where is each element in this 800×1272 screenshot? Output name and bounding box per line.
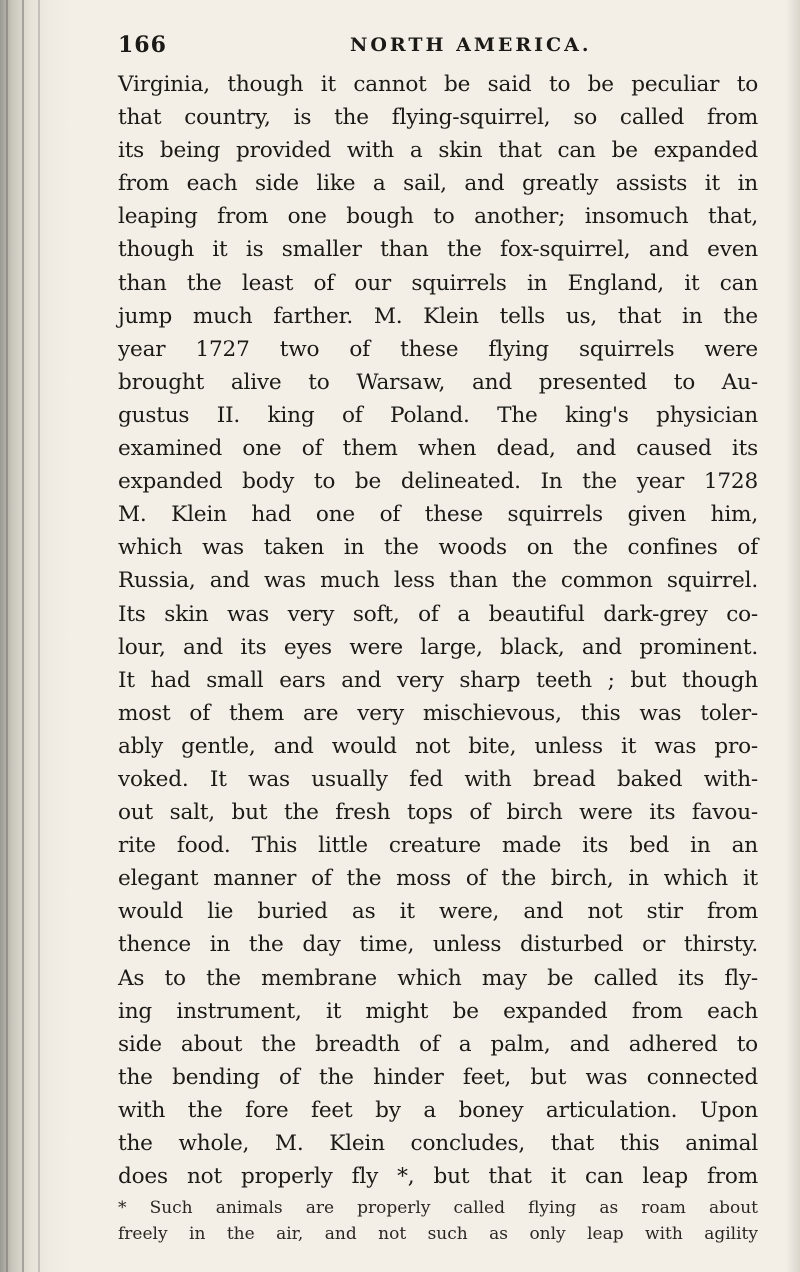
text-line: most of them are very mischievous, this was toler- bbox=[118, 700, 758, 726]
text-line: expanded body to be delineated. In the year 1728 bbox=[118, 469, 758, 495]
page-header bbox=[118, 28, 758, 64]
text-line: from each side like a sail, and greatly assists it in bbox=[118, 171, 758, 197]
text-line: elegant manner of the moss of the birch, in which it bbox=[118, 866, 758, 892]
text-line: M. Klein had one of these squirrels given him, bbox=[118, 502, 758, 528]
text-line: Russia, and was much less than the common squirrel. bbox=[118, 568, 758, 594]
gutter-edge-line bbox=[6, 0, 8, 1272]
text-line: thence in the day time, unless disturbed or thirsty. bbox=[118, 932, 758, 958]
body-text bbox=[118, 68, 758, 1193]
text-line: that country, is the flying-squirrel, so called from bbox=[118, 105, 758, 131]
text-line: jump much farther. M. Klein tells us, that in the bbox=[118, 303, 758, 329]
text-line: than the least of our squirrels in England, it can bbox=[118, 270, 758, 296]
text-line: out salt, but the fresh tops of birch were its favou- bbox=[118, 800, 758, 826]
text-line: rite food. This little creature made its bed in an bbox=[118, 833, 758, 859]
text-line: which was taken in the woods on the confines of bbox=[118, 535, 758, 561]
text-line: would lie buried as it were, and not stir from bbox=[118, 899, 758, 925]
text-line: Virginia, though it cannot be said to be peculiar to bbox=[118, 72, 758, 97]
text-line: brought alive to Warsaw, and presented to Au- bbox=[118, 369, 758, 395]
gutter-edge-line bbox=[38, 0, 40, 1272]
page-edge-shadow bbox=[786, 0, 800, 1272]
gutter-edge-line bbox=[22, 0, 24, 1272]
text-line: As to the membrane which may be called its fly- bbox=[118, 965, 758, 991]
text-line: the bending of the hinder feet, but was connected bbox=[118, 1064, 758, 1090]
text-line: though it is smaller than the fox-squirrel, and even bbox=[118, 237, 758, 263]
footnote-line: * Such animals are properly called flying as roam about bbox=[118, 1198, 758, 1219]
text-line: ably gentle, and would not bite, unless it was pro- bbox=[118, 733, 758, 759]
text-line: voked. It was usually fed with bread baked with- bbox=[118, 766, 758, 792]
text-line: does not properly fly *, but that it can leap from bbox=[118, 1164, 758, 1190]
text-line: side about the breadth of a palm, and adhered to bbox=[118, 1031, 758, 1057]
text-line: examined one of them when dead, and caused its bbox=[118, 436, 758, 462]
page-number: 166 bbox=[118, 32, 167, 58]
text-line: year 1727 two of these flying squirrels were bbox=[118, 336, 758, 362]
footnote-line: freely in the air, and not such as only leap with agility bbox=[118, 1224, 758, 1245]
text-line: ing instrument, it might be expanded from each bbox=[118, 998, 758, 1024]
binding-gutter bbox=[0, 0, 70, 1272]
text-line: It had small ears and very sharp teeth ; but though bbox=[118, 667, 758, 693]
text-line: lour, and its eyes were large, black, and prominent. bbox=[118, 634, 758, 660]
footnote bbox=[118, 1195, 758, 1247]
text-line: the whole, M. Klein concludes, that this animal bbox=[118, 1131, 758, 1156]
book-page bbox=[118, 28, 758, 1247]
text-line: with the fore feet by a boney articulation. Upon bbox=[118, 1097, 758, 1123]
running-head: NORTH AMERICA. bbox=[350, 34, 592, 56]
text-line: Its skin was very soft, of a beautiful dark-grey co- bbox=[118, 601, 758, 627]
text-line: gustus II. king of Poland. The king's physician bbox=[118, 402, 758, 428]
text-line: leaping from one bough to another; insomuch that, bbox=[118, 204, 758, 230]
text-line: its being provided with a skin that can be expanded bbox=[118, 138, 758, 164]
